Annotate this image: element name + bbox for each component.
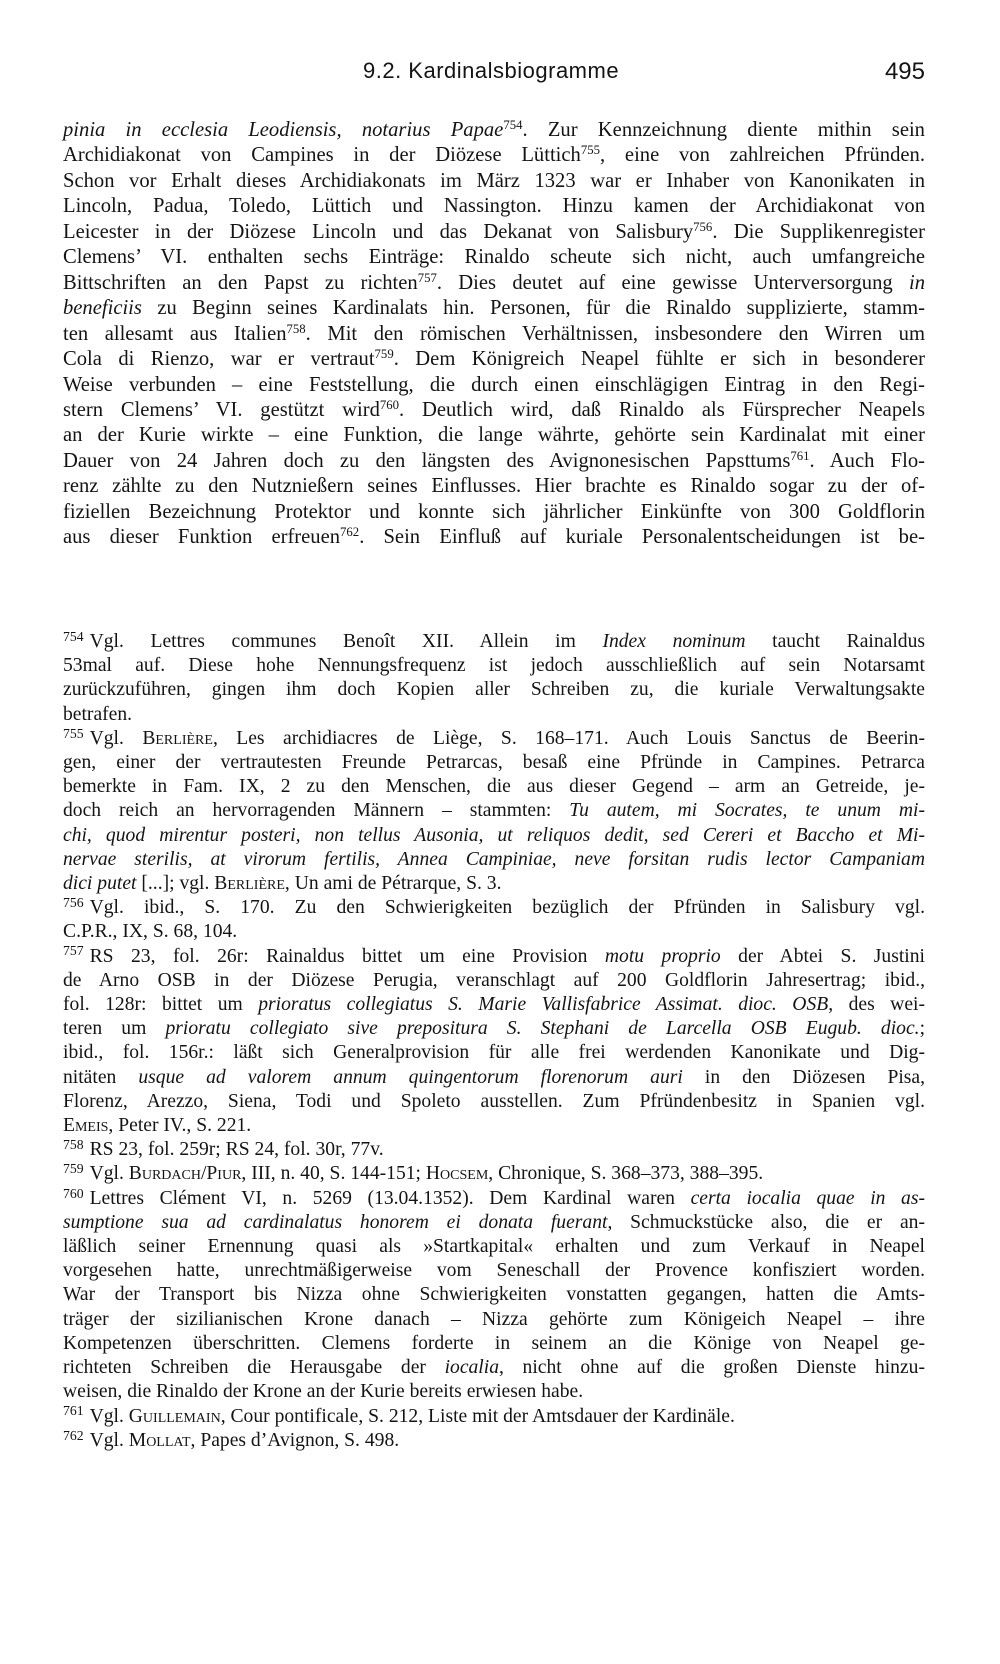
text-run: , des wei- xyxy=(828,994,925,1016)
footnote-reference: 759 xyxy=(374,347,394,362)
footnote-line xyxy=(63,678,925,702)
footnote-line xyxy=(63,1138,925,1162)
italic-text: in xyxy=(908,271,926,294)
text-run: Dauer von 24 Jahren doch zu den längsten des Avignonesischen Papsttums xyxy=(63,449,791,472)
text-run: taucht Rainaldus xyxy=(745,631,925,652)
italic-text: usque ad valorem annum quingentorum florenorum auri xyxy=(138,1066,683,1088)
text-run: teren um xyxy=(63,1018,166,1040)
footnote-reference: 761 xyxy=(790,448,810,463)
author-name: Hocsem xyxy=(425,1163,489,1185)
footnote-line xyxy=(63,1259,925,1283)
footnote-line xyxy=(63,969,925,993)
footnote-line xyxy=(63,1041,925,1065)
text-run: Florenz, Arezzo, Siena, Todi und Spoleto ausstellen. Zum Pfründenbesitz in Spanien vgl. xyxy=(63,1090,925,1112)
text-run: , Peter IV., S. 221. xyxy=(108,1115,252,1137)
footnote-line xyxy=(63,727,925,751)
text-run: ; xyxy=(919,1018,926,1040)
text-run: , Les archidiacres de Liège, S. 168–171. Auch Louis Sanctus de Beerin- xyxy=(212,727,926,749)
author-name: Mollat xyxy=(128,1429,191,1451)
text-run: . Dem Königreich Neapel fühlte er sich in besonderer xyxy=(393,348,925,371)
text-run: [...]; vgl. xyxy=(136,873,215,895)
body-line xyxy=(63,423,925,448)
text-run: renz zählte zu den Nutznießern seines Einflusses. Hier brachte es Rinaldo sogar zu der of- xyxy=(63,475,925,498)
text-run: , Papes d’Avignon, S. 498. xyxy=(190,1429,400,1451)
italic-text: dici putet xyxy=(63,873,137,895)
text-run: Vgl. xyxy=(89,1429,129,1451)
author-name: Berlière xyxy=(142,727,213,749)
text-run: . Sein Einfluß auf kuriale Personalentscheidungen ist be- xyxy=(359,526,925,549)
italic-text: prioratus collegiatus S. Marie Vallisfabrice Assimat. dioc. OSB xyxy=(258,994,829,1016)
text-run: . Zur Kennzeichnung diente mithin sein xyxy=(522,119,925,141)
footnote-line xyxy=(63,1308,925,1332)
text-run: fiziellen Bezeichnung Protektor und konnte sich jährlicher Einkünfte von 300 Goldflorin xyxy=(63,500,925,523)
footnote-number: 756 xyxy=(63,895,84,911)
text-run: Vgl. Lettres communes Benoît XII. Allein im xyxy=(89,631,603,652)
body-line xyxy=(63,118,925,143)
footnote-reference: 760 xyxy=(379,397,400,412)
body-line xyxy=(63,373,925,398)
running-head-title: 9.2. Kardinalsbiogramme xyxy=(363,58,620,83)
body-line xyxy=(63,500,925,525)
footnote-number: 755 xyxy=(63,725,84,741)
page-number: 495 xyxy=(884,58,925,85)
text-run: Vgl. xyxy=(89,727,143,749)
text-run: Weise verbunden – eine Feststellung, die durch einen einschlägigen Eintrag in den Regi- xyxy=(63,373,925,396)
text-run: bemerkte in Fam. IX, 2 zu den Menschen, die aus dieser Gegend – arm an Getreide, je- xyxy=(63,776,925,798)
footnote-reference: 758 xyxy=(286,321,306,336)
text-run: , Chronique, S. 368–373, 388–395. xyxy=(488,1163,764,1185)
text-run: RS 23, fol. 26r: Rainaldus bittet um eine Provision xyxy=(89,945,605,967)
text-run: ten allesamt aus Italien xyxy=(63,322,287,345)
body-line xyxy=(63,347,925,372)
footnote-line xyxy=(63,824,925,848)
footnote-line xyxy=(63,920,925,944)
italic-text: iocalia xyxy=(444,1357,499,1379)
text-run: Vgl. ibid., S. 170. Zu den Schwierigkeiten bezüglich der Pfründen in Salisbury vgl. xyxy=(89,897,925,919)
text-run: Lettres Clément VI, n. 5269 (13.04.1352). Dem Kardinal waren xyxy=(89,1187,691,1209)
text-run: Cola di Rienzo, war er vertraut xyxy=(63,348,375,371)
footnote-line xyxy=(63,945,925,969)
footnote-reference: 762 xyxy=(340,525,360,540)
footnote-line xyxy=(63,1283,925,1307)
author-name: Guillemain xyxy=(128,1405,221,1427)
text-run: Vgl. xyxy=(89,1405,129,1427)
footnote-line xyxy=(63,1332,925,1356)
italic-text: nervae sterilis, at virorum fertilis, Annea Campiniae, neve forsitan rudis lector Campaniam xyxy=(63,848,925,870)
italic-text: pinia in ecclesia Leodiensis, notarius Papae xyxy=(63,119,504,141)
footnote-number: 762 xyxy=(63,1427,84,1443)
author-name: Berlière xyxy=(214,873,285,895)
body-line xyxy=(63,271,925,296)
footnote-line xyxy=(63,896,925,920)
text-run: 53mal auf. Diese hohe Nennungsfrequenz ist jedoch ausschließlich auf sein Notarsamt xyxy=(63,655,925,677)
footnote-number: 758 xyxy=(63,1137,84,1153)
text-run: War der Transport bis Nizza ohne Schwierigkeiten vonstatten gegangen, hatten die Amts- xyxy=(63,1284,925,1306)
text-run: Archidiakonat von Campines in der Diözese Lüttich xyxy=(63,144,581,167)
text-run: , Schmuckstücke also, die er an- xyxy=(607,1211,925,1233)
text-run: in den Diözesen Pisa, xyxy=(682,1066,926,1088)
text-run: . Deutlich wird, daß Rinaldo als Fürsprecher Neapels xyxy=(399,398,925,421)
text-run: Lincoln, Padua, Toledo, Lüttich und Nassington. Hinzu kamen der Archidiakonat von xyxy=(63,195,925,218)
text-run: an der Kurie wirkte – eine Funktion, die lange währte, gehörte sein Kardinalat mit einer xyxy=(63,424,925,447)
author-name: Emeis xyxy=(63,1115,109,1137)
text-run: Kompetenzen überschritten. Clemens forderte in seinem an die Könige von Neapel ge- xyxy=(63,1332,925,1354)
text-run: , III, n. 40, S. 144-151; xyxy=(241,1163,426,1185)
body-line xyxy=(63,449,925,474)
italic-text: Index nominum xyxy=(602,631,746,652)
footnote-line xyxy=(63,1162,925,1186)
text-run: Vgl. xyxy=(89,1163,129,1185)
text-run: fol. 128r: bittet um xyxy=(63,994,259,1016)
footnote-reference: 754 xyxy=(503,117,523,132)
text-run: zurückzuführen, gingen ihm doch Kopien aller Schreiben zu, die kuriale Verwaltungsakte xyxy=(63,679,925,701)
text-run: C.P.R., IX, S. 68, 104. xyxy=(63,921,238,943)
footnote-line xyxy=(63,1380,925,1404)
body-line xyxy=(63,194,925,219)
text-run: zu Beginn seines Kardinalats hin. Personen, für die Rinaldo supplizierte, stamm- xyxy=(141,297,925,320)
footnote-number: 757 xyxy=(63,943,84,959)
italic-text: Tu autem, mi Socrates, te unum mi- xyxy=(569,800,925,822)
body-line xyxy=(63,322,925,347)
body-line xyxy=(63,474,925,499)
footnote-line xyxy=(63,1187,925,1211)
footnote-line xyxy=(63,1017,925,1041)
footnote-line xyxy=(63,654,925,678)
author-name: Burdach/Piur xyxy=(128,1163,242,1185)
italic-text: sumptione sua ad cardinalatus honorem ei donata fuerant xyxy=(63,1211,608,1233)
text-run: . Auch Flo- xyxy=(809,449,925,472)
text-run: nitäten xyxy=(63,1066,139,1088)
footnotes-block xyxy=(63,630,925,1453)
text-run: . Mit den römischen Verhältnissen, insbesondere den Wirren um xyxy=(305,322,925,345)
text-run: weisen, die Rinaldo der Krone an der Kurie bereits erwiesen habe. xyxy=(63,1381,584,1403)
text-run: doch reich an hervorragenden Männern – stammten: xyxy=(63,800,570,822)
footnote-line xyxy=(63,1066,925,1090)
footnote-line xyxy=(63,775,925,799)
footnote-line xyxy=(63,1405,925,1429)
footnote-line xyxy=(63,1429,925,1453)
footnote-line xyxy=(63,703,925,727)
footnote-line xyxy=(63,848,925,872)
italic-text: prioratu collegiato sive prepositura S. Stephani de Larcella OSB Eugub. dioc. xyxy=(165,1018,920,1040)
body-line xyxy=(63,245,925,270)
text-run: aus dieser Funktion erfreuen xyxy=(63,526,341,549)
footnote-reference: 757 xyxy=(417,270,437,285)
italic-text: beneficiis xyxy=(63,297,142,320)
italic-text: motu proprio xyxy=(604,945,721,967)
body-line xyxy=(63,525,925,550)
text-run: der Abtei S. Justini xyxy=(720,945,925,967)
text-run: vorgesehen hatte, unrechtmäßigerweise vom Seneschall der Provence konfisziert worden. xyxy=(63,1260,925,1282)
text-run: , Cour pontificale, S. 212, Liste mit der Amtsdauer der Kardinäle. xyxy=(220,1405,735,1427)
italic-text: certa iocalia quae in as- xyxy=(690,1187,925,1209)
footnote-number: 761 xyxy=(63,1403,84,1419)
text-run: . Die Supplikenregister xyxy=(712,220,925,243)
text-run: , nicht ohne auf die großen Dienste hinzu- xyxy=(499,1357,925,1379)
footnote-reference: 756 xyxy=(693,219,713,234)
italic-text: chi, quod mirentur posteri, non tellus Ausonia, ut reliquos dedit, sed Cereri et Baccho et Mi- xyxy=(63,824,925,846)
footnote-line xyxy=(63,1090,925,1114)
text-run: de Arno OSB in der Diözese Perugia, veranschlagt auf 200 Goldflorin Jahresertrag; ibid., xyxy=(63,969,925,991)
text-run: gen, einer der vertrautesten Freunde Petrarcas, besaß eine Pfründe in Campines. Petrarca xyxy=(63,752,925,774)
footnote-line xyxy=(63,993,925,1017)
text-run: Leicester in der Diözese Lincoln und das Dekanat von Salisbury xyxy=(63,220,694,243)
body-line xyxy=(63,169,925,194)
text-run: Clemens’ VI. enthalten sechs Einträge: Rinaldo scheute sich nicht, auch umfangreiche xyxy=(63,246,925,269)
footnote-number: 760 xyxy=(63,1185,84,1201)
footnote-line xyxy=(63,872,925,896)
text-run: Schon vor Erhalt dieses Archidiakonats im März 1323 war er Inhaber von Kanonikaten in xyxy=(63,169,925,192)
running-header xyxy=(63,58,925,88)
text-run: , Un ami de Pétrarque, S. 3. xyxy=(284,873,502,895)
text-run: . Dies deutet auf eine gewisse Unterversorgung xyxy=(436,271,909,294)
footnote-line xyxy=(63,799,925,823)
text-run: stern Clemens’ VI. gestützt wird xyxy=(63,398,380,421)
main-text-block xyxy=(63,118,925,551)
body-line xyxy=(63,296,925,321)
footnote-line xyxy=(63,630,925,654)
footnote-reference: 755 xyxy=(580,143,600,158)
body-line xyxy=(63,143,925,168)
text-run: richteten Schreiben die Herausgabe der xyxy=(63,1357,445,1379)
footnote-line xyxy=(63,1114,925,1138)
footnote-number: 754 xyxy=(63,628,84,644)
footnote-line xyxy=(63,1356,925,1380)
footnote-line xyxy=(63,751,925,775)
footnote-number: 759 xyxy=(63,1161,84,1177)
text-run: betrafen. xyxy=(63,703,133,725)
text-run: läßlich seiner Ernennung quasi als »Startkapital« erhalten und zum Verkauf in Neapel xyxy=(63,1236,925,1258)
footnote-line xyxy=(63,1235,925,1259)
text-run: Bittschriften an den Papst zu richten xyxy=(63,271,418,294)
body-line xyxy=(63,398,925,423)
text-run: ibid., fol. 156r.: läßt sich Generalprovision für alle frei werdenden Kanonikate und Dig- xyxy=(63,1042,925,1064)
body-line xyxy=(63,220,925,245)
text-run: träger der sizilianischen Krone danach – Nizza gehörte zum Königeich Neapel – ihre xyxy=(63,1308,925,1330)
text-run: , eine von zahlreichen Pfründen. xyxy=(600,144,925,167)
text-run: RS 23, fol. 259r; RS 24, fol. 30r, 77v. xyxy=(89,1139,384,1161)
footnote-line xyxy=(63,1211,925,1235)
